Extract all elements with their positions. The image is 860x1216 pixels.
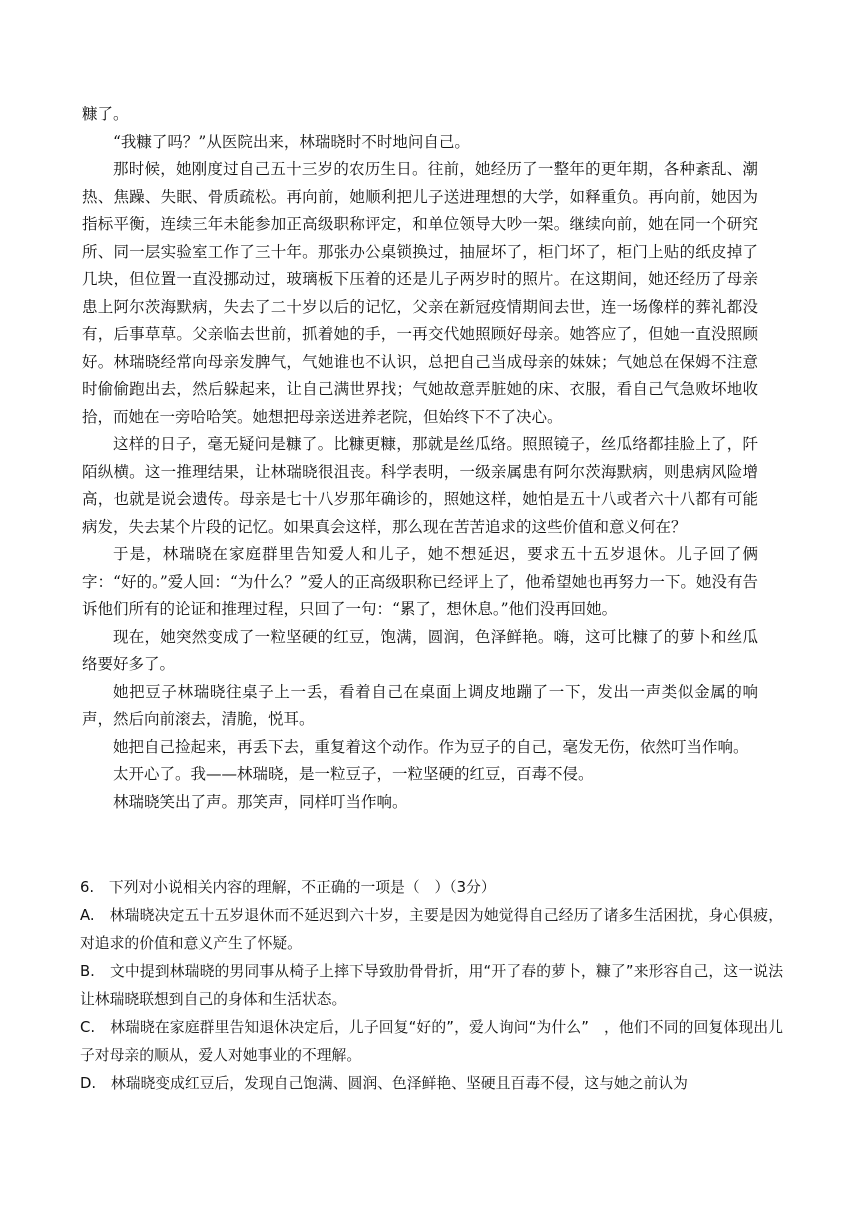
question-6 (80, 874, 783, 1098)
story-paragraph: 她把自己捡起来，再丢下去，重复着这个动作。作为豆子的自己，毫发无伤，依然叮当作响。 (113, 737, 749, 756)
story-text (82, 101, 758, 816)
story-paragraph: 她把豆子林瑞晓往桌子上一丢，看着自己在桌面上调皮地蹦了一下，发出一声类似金属的响声，然后向前滚去，清脆，悦耳。 (82, 682, 758, 728)
story-paragraph: 糠了。 (82, 105, 129, 123)
question-stem: 6. 下列对小说相关内容的理解，不正确的一项是（ ）（3分） (80, 879, 496, 896)
story-paragraph: “我糠了吗？”从医院出来，林瑞晓时不时地问自己。 (113, 132, 470, 151)
story-paragraph: 那时候，她刚度过自己五十三岁的农历生日。往前，她经历了一整年的更年期，各种紊乱、潮热、焦躁、失眠、骨质疏松。再向前，她顺利把儿子送进理想的大学，如释重负。再向前，她因为指标平衡，连续三年未能参加正高级职称评定，和单位领导大吵一架。继续向前，她在同一个研究所、同一层实验室工作了三十年。那张办公桌锁换过，抽屉坏了，柜门坏了，柜门上贴的纸皮掉了几块，但位置一直没挪动过，玻璃板下压着的还是儿子两岁时的照片。在这期间，她还经历了母亲患上阿尔茨海默病，失去了二十岁以后的记忆，父亲在新冠疫情期间去世，连一场像样的葬礼都没有，后事草草。父亲临去世前，抓着她的手，一再交代她照顾好母亲。她答应了，但她一直没照顾好。林瑞晓经常向母亲发脾气，气她谁也不认识，总把自己当成母亲的妹妹；气她总在保姆不注意时偷偷跑出去，然后躲起来，让自己满世界找；气她故意弄脏她的床、衣服，看自己气急败坏地收拾，而她在一旁哈哈笑。她想把母亲送进养老院，但始终下不了决心。 (82, 160, 758, 426)
option-c: C. 林瑞晓在家庭群里告知退休决定后，儿子回复“好的”，爱人询问“为什么” ，他们不同的回复体现出儿子对母亲的顺从，爱人对她事业的不理解。 (80, 1019, 783, 1064)
story-paragraph: 太开心了。我——林瑞晓，是一粒豆子，一粒坚硬的红豆，百毒不侵。 (113, 765, 594, 783)
option-a: A. 林瑞晓决定五十五岁退休而不延迟到六十岁，主要是因为她觉得自己经历了诸多生活困扰，身心俱疲，对追求的价值和意义产生了怀疑。 (80, 907, 783, 952)
option-d: D. 林瑞晓变成红豆后，发现自己饱满、圆润、色泽鲜艳、坚硬且百毒不侵，这与她之前认为 (80, 1075, 688, 1092)
story-paragraph: 林瑞晓笑出了声。那笑声，同样叮当作响。 (113, 792, 408, 811)
option-b: B. 文中提到林瑞晓的男同事从椅子上摔下导致肋骨骨折，用“开了春的萝卜，糠了”来形容自己，这一说法让林瑞晓联想到自己的身体和生活状态。 (80, 963, 783, 1008)
story-paragraph: 这样的日子，毫无疑问是糠了。比糠更糠，那就是丝瓜络。照照镜子，丝瓜络都挂脸上了，阡陌纵横。这一推理结果，让林瑞晓很沮丧。科学表明，一级亲属患有阿尔茨海默病，则患病风险增高，也就是说会遗传。母亲是七十八岁那年确诊的，照她这样，她怕是五十八或者六十八都有可能病发，失去某个片段的记忆。如果真会这样，那么现在苦苦追求的这些价值和意义何在？ (82, 435, 758, 536)
story-paragraph: 现在，她突然变成了一粒坚硬的红豆，饱满，圆润，色泽鲜艳。嗨，这可比糠了的萝卜和丝瓜络要好多了。 (82, 627, 758, 673)
story-paragraph: 于是，林瑞晓在家庭群里告知爱人和儿子，她不想延迟，要求五十五岁退休。儿子回了俩字：“好的。”爱人回：“为什么？”爱人的正高级职称已经评上了，他希望她也再努力一下。她没有告诉他们所有的论证和推理过程，只回了一句：“累了，想休息。”他们没再回她。 (82, 545, 758, 618)
